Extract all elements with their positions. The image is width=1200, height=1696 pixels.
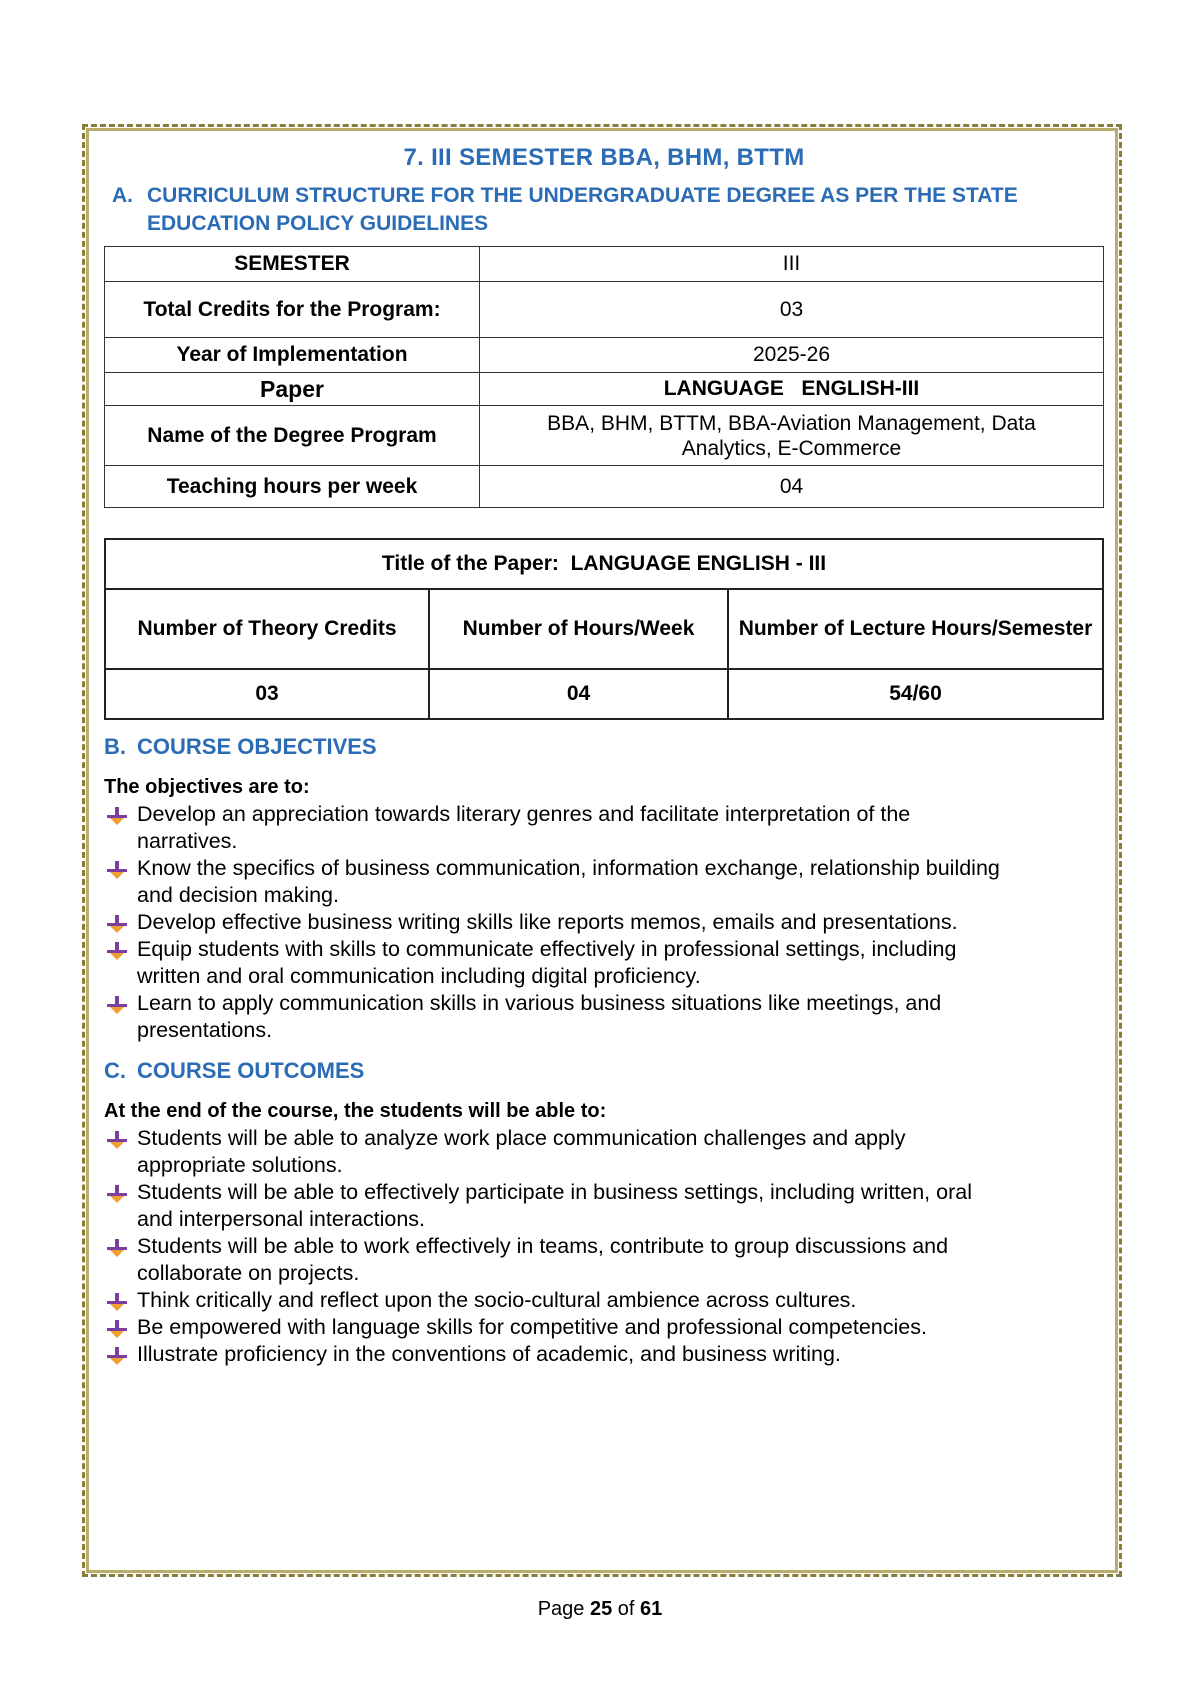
list-item-line2: written and oral communication including digital proficiency. (137, 964, 701, 988)
footer-prefix: Page (537, 1598, 590, 1620)
table-row (105, 282, 1104, 338)
down-arrow-bullet-icon (107, 996, 127, 1014)
header-cell: Number of Lecture Hours/Semester (728, 589, 1103, 669)
list-item-line1: Know the specifics of business communication, information exchange, relationship building (137, 856, 1000, 880)
row-value: 2025-26 (480, 338, 1104, 373)
row-label: Year of Implementation (105, 338, 480, 373)
value-cell: 54/60 (728, 669, 1103, 719)
list-item-line1: Students will be able to analyze work place communication challenges and apply (137, 1126, 906, 1150)
section-a-letter: A. (112, 184, 133, 207)
curriculum-info-table (104, 246, 1104, 508)
list-item-line1: Learn to apply communication skills in various business situations like meetings, and (137, 991, 942, 1015)
down-arrow-bullet-icon (107, 1131, 127, 1149)
list-item-line2: collaborate on projects. (137, 1261, 360, 1285)
row-value-line1: BBA, BHM, BTTM, BBA-Aviation Management, Data (547, 411, 1036, 435)
down-arrow-bullet-icon (107, 1347, 127, 1365)
section-b-letter: B. (104, 734, 126, 759)
list-item (104, 801, 1104, 855)
table-row (105, 247, 1104, 282)
table-row (105, 589, 1103, 669)
page-footer (0, 1598, 1200, 1621)
header-cell: Number of Theory Credits (105, 589, 429, 669)
down-arrow-bullet-icon (107, 1185, 127, 1203)
list-item-line1: Think critically and reflect upon the socio-cultural ambience across cultures. (137, 1288, 857, 1312)
outcomes-lead: At the end of the course, the students will be able to: (104, 1100, 607, 1122)
objectives-lead: The objectives are to: (104, 776, 310, 798)
page-title: 7. III SEMESTER BBA, BHM, BTTM (403, 144, 805, 171)
footer-middle: of (612, 1598, 641, 1620)
list-item (104, 936, 1104, 990)
list-item-line2: and decision making. (137, 883, 339, 907)
header-cell: Number of Hours/Week (429, 589, 728, 669)
down-arrow-bullet-icon (107, 1320, 127, 1338)
section-c-title: COURSE OUTCOMES (137, 1058, 365, 1083)
list-item (104, 1287, 1104, 1314)
down-arrow-bullet-icon (107, 915, 127, 933)
list-item (104, 1314, 1104, 1341)
row-label: Name of the Degree Program (105, 406, 480, 466)
list-item (104, 990, 1104, 1044)
list-item (104, 1179, 1104, 1233)
page-content (104, 140, 1104, 1368)
list-item-line1: Be empowered with language skills for competitive and professional competencies. (137, 1315, 927, 1339)
list-item (104, 1341, 1104, 1368)
list-item-line1: Illustrate proficiency in the conventions of academic, and business writing. (137, 1342, 841, 1366)
paper-title-cell: Title of the Paper: LANGUAGE ENGLISH - III (105, 539, 1103, 589)
table-row (105, 539, 1103, 589)
list-item-line1: Students will be able to effectively participate in business settings, including written, oral (137, 1180, 972, 1204)
list-item-line1: Students will be able to work effectively in teams, contribute to group discussions and (137, 1234, 949, 1258)
value-cell: 03 (105, 669, 429, 719)
objectives-list (104, 801, 1104, 1044)
row-label: SEMESTER (105, 247, 480, 282)
row-value: 03 (480, 282, 1104, 338)
row-value (480, 406, 1104, 466)
section-c-heading (104, 1058, 1104, 1084)
section-a-line2: EDUCATION POLICY GUIDELINES (147, 212, 489, 235)
list-item-line2: narratives. (137, 829, 238, 853)
down-arrow-bullet-icon (107, 807, 127, 825)
paper-credits-table (104, 538, 1104, 720)
table-row (105, 406, 1104, 466)
list-item (104, 1125, 1104, 1179)
footer-total-pages: 61 (640, 1598, 663, 1620)
list-item-line1: Equip students with skills to communicate effectively in professional settings, including (137, 937, 957, 961)
table-row (105, 373, 1104, 406)
row-value: 04 (480, 466, 1104, 508)
list-item-line2: presentations. (137, 1018, 273, 1042)
list-item (104, 855, 1104, 909)
section-c-letter: C. (104, 1058, 126, 1083)
footer-page-number: 25 (589, 1598, 613, 1620)
section-b-title: COURSE OBJECTIVES (137, 734, 377, 759)
outcomes-list (104, 1125, 1104, 1368)
section-a-heading (112, 182, 1104, 238)
row-label: Paper (105, 373, 480, 406)
table-row (105, 669, 1103, 719)
down-arrow-bullet-icon (107, 1239, 127, 1257)
down-arrow-bullet-icon (107, 942, 127, 960)
section-b-heading (104, 734, 1104, 760)
row-label: Total Credits for the Program: (105, 282, 480, 338)
section-a-text (147, 182, 1018, 238)
list-item-line1: Develop effective business writing skills like reports memos, emails and presentations. (137, 910, 958, 934)
down-arrow-bullet-icon (107, 861, 127, 879)
list-item-line2: appropriate solutions. (137, 1153, 343, 1177)
list-item-line2: and interpersonal interactions. (137, 1207, 426, 1231)
row-value: LANGUAGE ENGLISH-III (480, 373, 1104, 406)
row-value: III (480, 247, 1104, 282)
list-item (104, 1233, 1104, 1287)
row-value-line2: Analytics, E-Commerce (681, 436, 902, 460)
table-row (105, 466, 1104, 508)
section-a-line1: CURRICULUM STRUCTURE FOR THE UNDERGRADUATE DEGREE AS PER THE STATE (147, 184, 1018, 207)
row-label: Teaching hours per week (105, 466, 480, 508)
table-row (105, 338, 1104, 373)
list-item-line1: Develop an appreciation towards literary genres and facilitate interpretation of the (137, 802, 911, 826)
list-item (104, 909, 1104, 936)
value-cell: 04 (429, 669, 728, 719)
down-arrow-bullet-icon (107, 1293, 127, 1311)
